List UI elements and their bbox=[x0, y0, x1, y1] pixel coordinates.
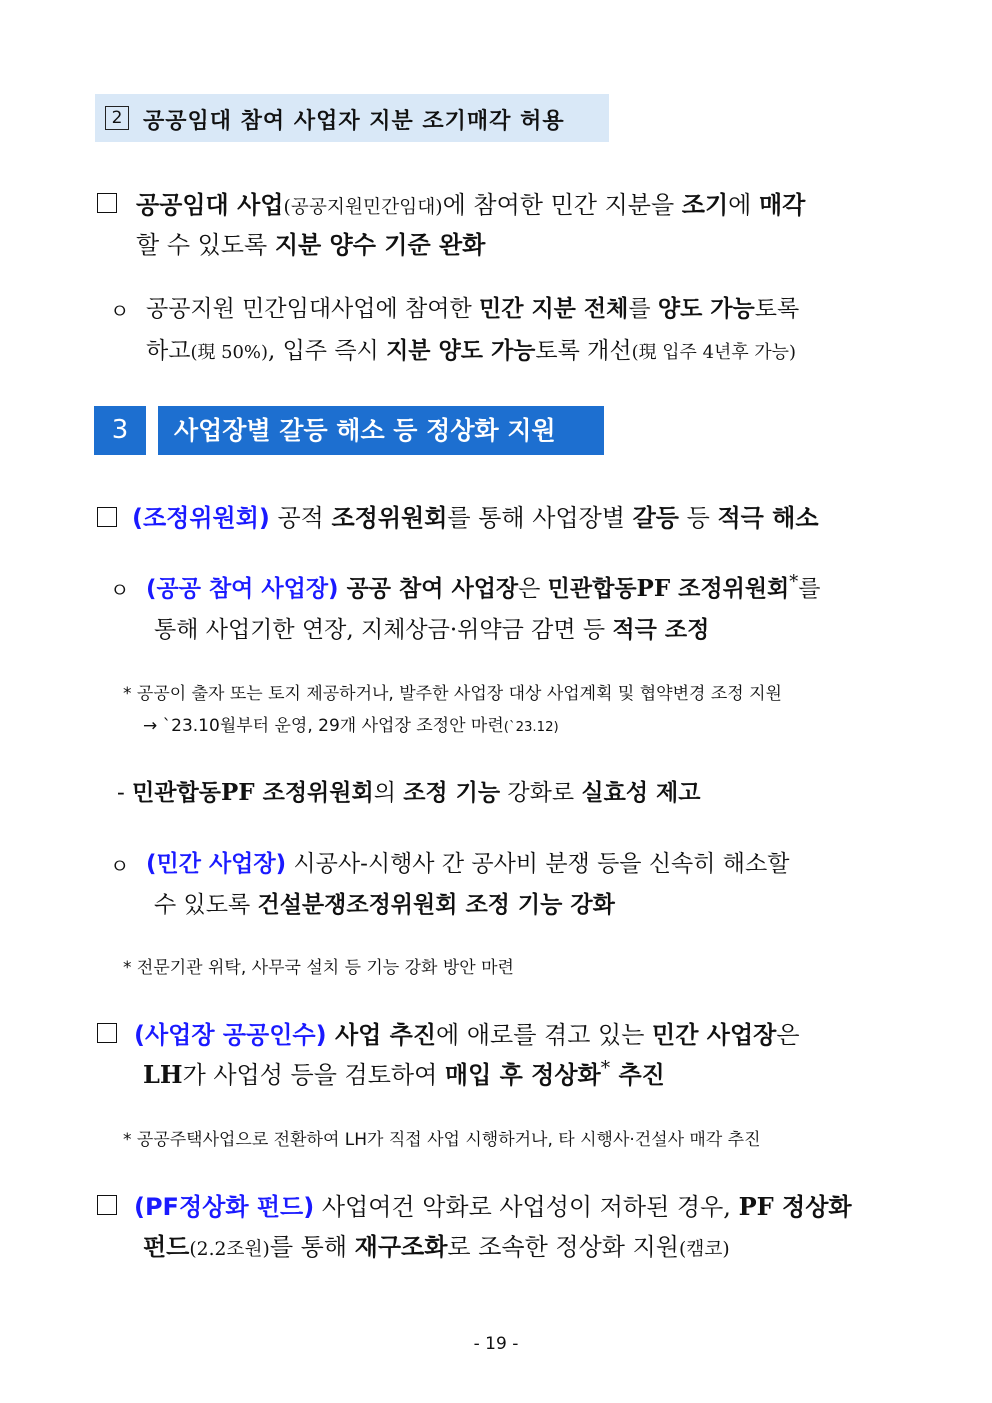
item-committee: (조정위원회) 공적 조정위원회를 통해 사업장별 갈등 등 적극 해소 bbox=[132, 503, 819, 532]
checkbox-bullet bbox=[97, 193, 117, 213]
sub-public-rental-line1: 공공지원 민간임대사업에 참여한 민간 지분 전체를 양도 가능토록 bbox=[146, 295, 800, 322]
checkbox-bullet bbox=[97, 1195, 117, 1215]
item-public-rental-line2: 할 수 있도록 지분 양수 기준 완화 bbox=[136, 230, 486, 259]
item-fund-line1: (PF정상화 펀드) 사업여건 악화로 사업성이 저하된 경우, PF 정상화 bbox=[134, 1192, 852, 1221]
section-2-number: 2 bbox=[105, 106, 129, 130]
item-acquisition-line1: (사업장 공공인수) 사업 추진에 애로를 겪고 있는 민간 사업장은 bbox=[134, 1020, 800, 1049]
item-public-rental-line1: 공공임대 사업(공공지원민간임대)에 참여한 민간 지분을 조기에 매각 bbox=[136, 190, 806, 219]
note-acquisition: * 공공주택사업으로 전환하여 LH가 직접 사업 시행하거나, 타 시행사·건설사 매각 추진 bbox=[123, 1130, 761, 1150]
item-acquisition-line2: LH가 사업성 등을 검토하여 매입 후 정상화* 추진 bbox=[143, 1058, 665, 1089]
page-number: - 19 - bbox=[473, 1334, 519, 1354]
checkbox-bullet bbox=[97, 507, 117, 527]
circle-bullet: ㅇ bbox=[110, 578, 130, 602]
sub-public-site-line1: (공공 참여 사업장) 공공 참여 사업장은 민관합동PF 조정위원회*를 bbox=[146, 571, 821, 602]
sub-private-site-line1: (민간 사업장) 시공사-시행사 간 공사비 분쟁 등을 신속히 해소할 bbox=[146, 851, 790, 877]
section-2-heading bbox=[95, 94, 609, 142]
note-private-site: * 전문기관 위탁, 사무국 설치 등 기능 강화 방안 마련 bbox=[123, 958, 514, 978]
circle-bullet: ㅇ bbox=[110, 854, 130, 878]
section-3-title: 사업장별 갈등 해소 등 정상화 지원 bbox=[158, 406, 604, 455]
sub-public-rental-line2: 하고(現 50%), 입주 즉시 지분 양도 가능토록 개선(現 입주 4년후 가능) bbox=[146, 337, 797, 364]
section-3-number: 3 bbox=[94, 406, 146, 455]
sub-public-site-line2: 통해 사업기한 연장, 지체상금·위약금 감면 등 적극 조정 bbox=[154, 616, 710, 643]
checkbox-bullet bbox=[97, 1023, 117, 1043]
circle-bullet: ㅇ bbox=[110, 299, 130, 323]
note-public-site-line2: → `23.10월부터 운영, 29개 사업장 조정안 마련(`23.12) bbox=[143, 716, 559, 736]
sub-private-site-line2: 수 있도록 건설분쟁조정위원회 조정 기능 강화 bbox=[154, 891, 615, 918]
dash-pf: - 민관합동PF 조정위원회의 조정 기능 강화로 실효성 제고 bbox=[117, 779, 701, 806]
item-fund-line2: 펀드(2.2조원)를 통해 재구조화로 조속한 정상화 지원(캠코) bbox=[143, 1232, 730, 1261]
note-public-site-line1: * 공공이 출자 또는 토지 제공하거나, 발주한 사업장 대상 사업계획 및 협약변경 조정 지원 bbox=[123, 684, 782, 704]
section-2-title: 공공임대 참여 사업자 지분 조기매각 허용 bbox=[143, 109, 565, 134]
